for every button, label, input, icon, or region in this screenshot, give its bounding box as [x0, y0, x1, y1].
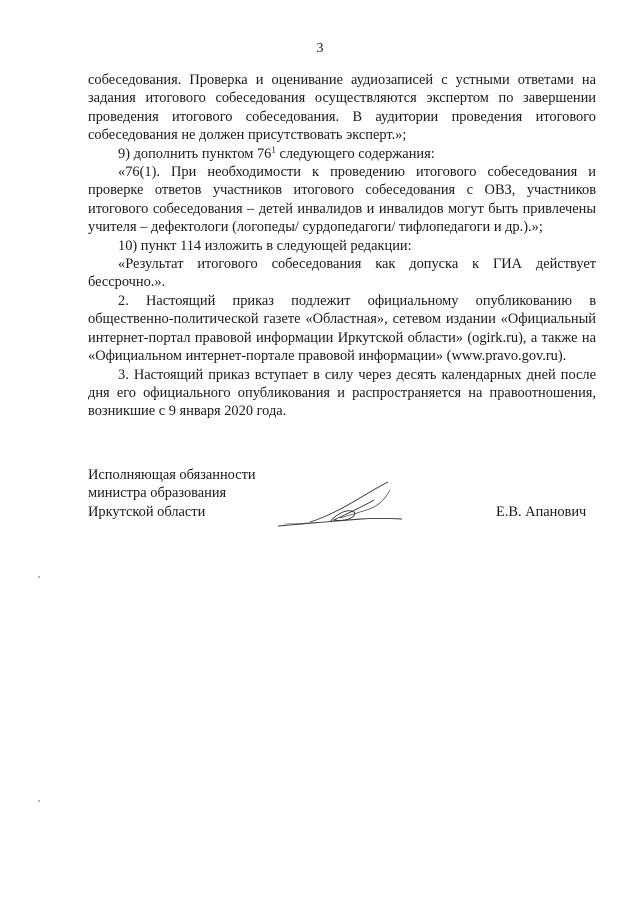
superscript-marker: 1	[271, 144, 276, 155]
paragraph-114: «Результат итогового собеседования как допуска к ГИА действует бессрочно.».	[88, 256, 596, 291]
signatory-line-1: Исполняющая обязанности	[88, 467, 256, 483]
paragraph-section-3: 3. Настоящий приказ вступает в силу через десять календарных дней после дня его официального опубликования и распространяется на правоотношения, возникшие с 9 января 2020 года.	[88, 366, 596, 420]
paragraph-continuation: собеседования. Проверка и оценивание аудиозаписей с устными ответами на задания итогового собеседования осуществляются экспертом по завершении проведения итогового собеседования. В аудитории проведения итогового собеседования не должен присутствовать эксперт.»;	[88, 72, 596, 144]
signatory-line-2: министра образования	[88, 485, 227, 502]
signatory-name: Е.В. Апанович	[496, 504, 587, 520]
paragraph-item-10: 10) пункт 114 изложить в следующей редакции:	[118, 237, 412, 254]
item-9-text-end: следующего содержания:	[275, 145, 435, 162]
item-9-text: 9) дополнить пунктом 76	[118, 145, 272, 162]
document-body	[88, 71, 596, 421]
page-number: 3	[316, 41, 324, 56]
handwritten-signature	[270, 478, 410, 534]
paragraph-section-2: 2. Настоящий приказ подлежит официальному опубликованию в общественно-политической газете «Областная», сетевом издании «Официальный интернет-портал правовой информации Иркутской области» (ogirk.ru), а также на «Официальном интернет-портале правовой информации» (www.pravo.gov.ru).	[88, 292, 596, 365]
signatory-line-3: Иркутской области	[88, 503, 206, 520]
paragraph-item-9	[88, 145, 596, 163]
scan-speck	[38, 800, 40, 802]
scan-speck	[38, 576, 40, 578]
paragraph-76-1: «76(1). При необходимости к проведению итогового собеседования и проверке ответов участников итогового собеседования с ОВЗ, участников итогового собеседования – детей инвалидов и инвалидов могут быть привлечены учителя – дефектологи (логопеды/ сурдопедагоги/ тифлопедагоги и др.).»;	[88, 164, 596, 236]
